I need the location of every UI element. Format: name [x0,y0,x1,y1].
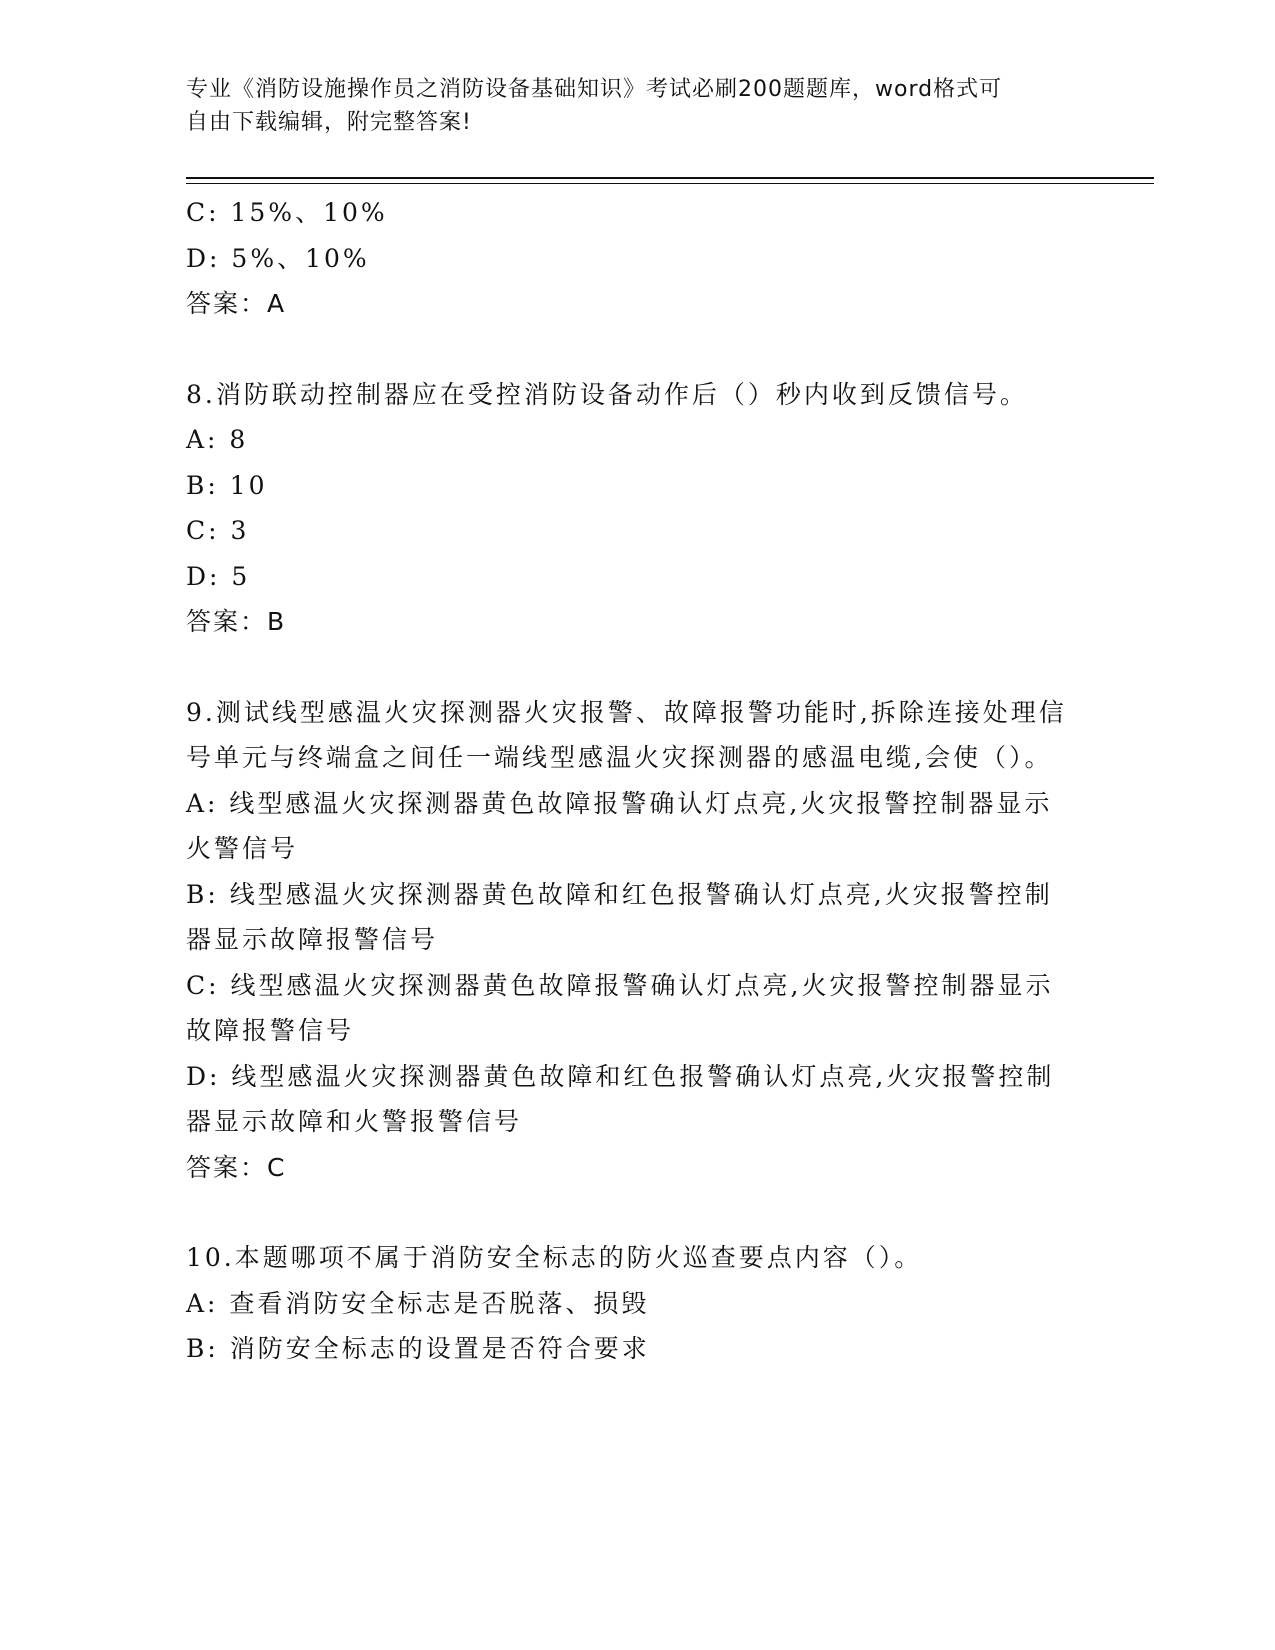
header-line-1: 专业《消防设施操作员之消防设备基础知识》考试必刷200题题库，word格式可 [186,77,1003,102]
question-stem: 9.测试线型感温火灾探测器火灾报警、故障报警功能时,拆除连接处理信号单元与终端盒之间任一端线型感温火灾探测器的感温电缆,会使（）。 [186,697,1067,772]
spacer [186,1190,1076,1235]
question-10 [186,1235,1076,1372]
question-9 [186,690,1076,1191]
spacer [186,327,1076,372]
option-d: D: 线型感温火灾探测器黄色故障和红色报警确认灯点亮,火灾报警控制器显示故障和火警报警信号 [186,1061,1055,1136]
option-b: B: 线型感温火灾探测器黄色故障和红色报警确认灯点亮,火灾报警控制器显示故障报警信号 [186,879,1053,954]
option-a: A: 线型感温火灾探测器黄色故障报警确认灯点亮,火灾报警控制器显示火警信号 [186,788,1053,863]
question-stem: 8.消防联动控制器应在受控消防设备动作后（）秒内收到反馈信号。 [186,379,1028,409]
document-header [186,73,1086,139]
option-a: A: 查看消防安全标志是否脱落、损毁 [186,1288,650,1318]
option-d: D: 5%、10% [186,243,370,273]
option-c: C: 15%、10% [186,198,388,227]
option-b: B: 10 [186,470,268,500]
option-b: B: 消防安全标志的设置是否符合要求 [186,1334,650,1363]
answer-label: 答案：A [186,289,287,318]
option-c: C: 3 [186,516,250,545]
option-d: D: 5 [186,561,251,591]
option-a: A: 8 [186,425,249,454]
answer-label: 答案：B [186,607,287,636]
header-divider-thick [186,177,1154,179]
option-c: C: 线型感温火灾探测器黄色故障报警确认灯点亮,火灾报警控制器显示故障报警信号 [186,970,1054,1045]
spacer [186,645,1076,690]
header-line-2: 自由下载编辑，附完整答案! [186,110,472,135]
question-7-tail [186,190,1076,327]
question-content [186,190,1076,1372]
question-stem: 10.本题哪项不属于消防安全标志的防火巡查要点内容（）。 [186,1243,923,1272]
question-8 [186,372,1076,645]
answer-label: 答案：C [186,1152,287,1182]
header-divider-thin [186,183,1154,184]
